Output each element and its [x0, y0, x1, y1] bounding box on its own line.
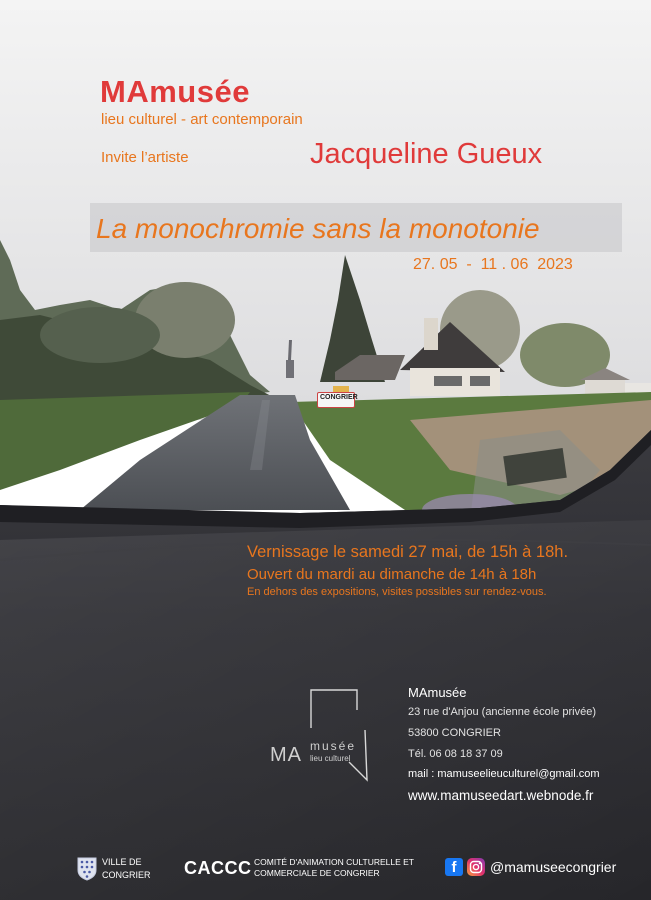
caccc-line2: COMMERCIALE DE CONGRIER — [254, 868, 380, 878]
website-link[interactable]: www.mamuseedart.webnode.fr — [408, 788, 594, 803]
contact-address: 23 rue d'Anjou (ancienne école privée) — [408, 706, 596, 718]
logo-ma: MA — [270, 744, 302, 766]
facebook-icon[interactable]: f — [445, 858, 463, 876]
road-sign-top — [333, 386, 349, 392]
invite-label: Invite l’artiste — [101, 149, 189, 166]
ville-line2: CONGRIER — [102, 870, 151, 880]
opening-hours: Ouvert du mardi au dimanche de 14h à 18h — [247, 566, 537, 583]
instagram-icon[interactable] — [467, 858, 485, 876]
ville-line1: VILLE DE — [102, 857, 142, 867]
artist-name: Jacqueline Gueux — [310, 138, 543, 170]
logo-musee: musée — [310, 739, 357, 753]
vernissage-text: Vernissage le samedi 27 mai, de 15h à 18h. — [247, 543, 569, 561]
road-sign-label: CONGRIER — [320, 394, 358, 401]
museum-logo-frame — [305, 688, 377, 783]
contact-email-link[interactable]: mail : mamuseelieuculturel@gmail.com — [408, 768, 600, 780]
social-handle[interactable]: @mamuseecongrier — [490, 859, 617, 875]
caccc-logo: CACCC — [184, 858, 252, 878]
contact-name: MAmusée — [408, 685, 467, 700]
contact-phone: Tél. 06 08 18 37 09 — [408, 748, 503, 760]
contact-city: 53800 CONGRIER — [408, 727, 501, 739]
museum-name: MAmusée — [100, 74, 250, 109]
visits-note: En dehors des expositions, visites possibles sur rendez-vous. — [247, 586, 547, 598]
congrier-shield-icon — [77, 857, 97, 881]
exhibition-title: La monochromie sans la monotonie — [96, 213, 540, 244]
exhibition-dates: 27. 05 - 11 . 06 2023 — [413, 256, 573, 273]
caccc-line1: COMITÉ D'ANIMATION CULTURELLE ET — [254, 857, 414, 867]
museum-tagline: lieu culturel - art contemporain — [101, 111, 303, 128]
logo-subtitle: lieu culturel — [310, 754, 351, 763]
